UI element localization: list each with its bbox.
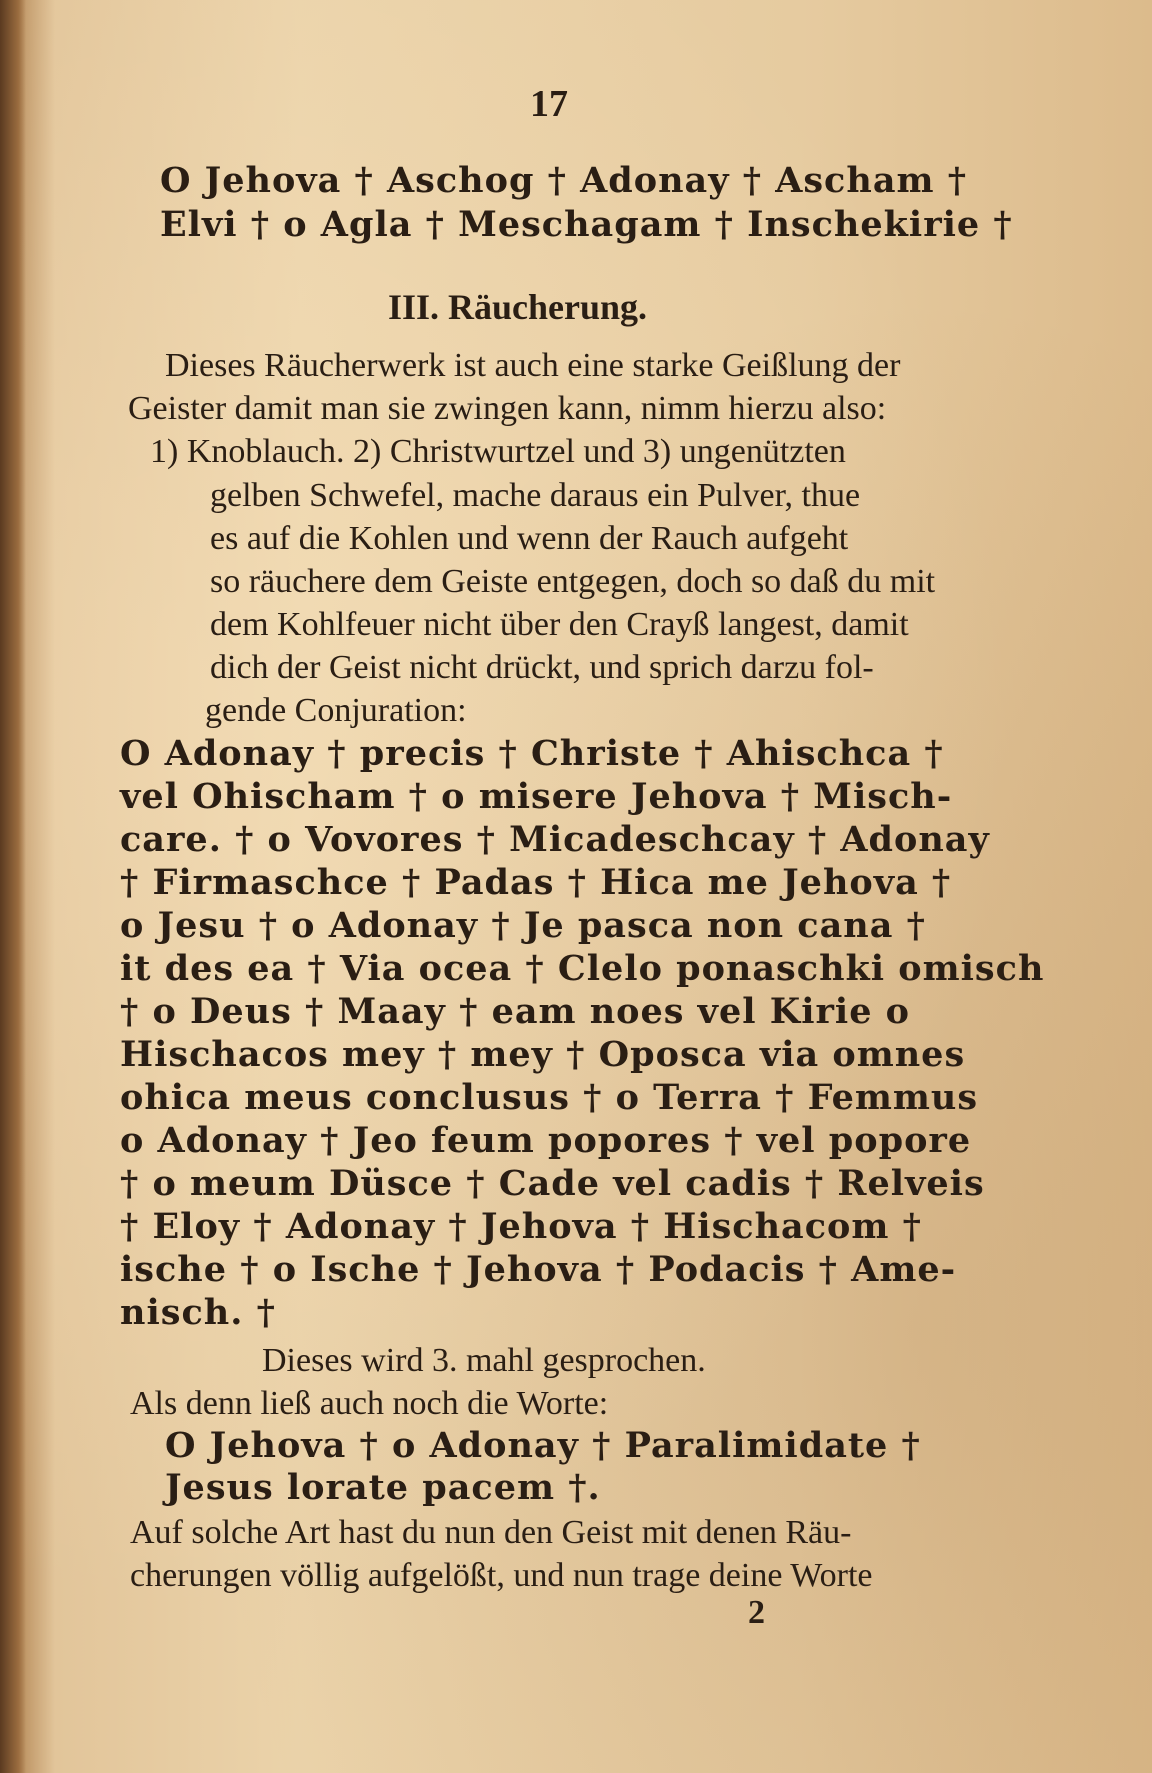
text-line-9: dem Kohlfeuer nicht über den Crayß langest, damit [210,606,909,643]
text-line-26: Dieses wird 3. mahl gesprochen. [262,1342,706,1379]
text-line-14: care. † o Vovores † Micadeschcay † Adonay [120,819,990,860]
text-line-28: O Jehova † o Adonay † Paralimidate † [165,1425,921,1466]
text-line-15: † Firmaschce † Padas † Hica me Jehova † [120,862,952,903]
text-line-11: gende Conjuration: [205,692,467,729]
text-line-24: ische † o Ische † Jehova † Podacis † Ame- [120,1249,957,1290]
signature-mark: 2 [748,1594,765,1631]
text-line-18: † o Deus † Maay † eam noes vel Kirie o [120,991,911,1032]
text-line-7: es auf die Kohlen und wenn der Rauch aufgeht [210,520,849,557]
text-line-8: so räuchere dem Geiste entgegen, doch so daß du mit [210,563,936,600]
text-line-19: Hischacos mey † mey † Oposca via omnes [120,1034,966,1075]
text-line-12: O Adonay † precis † Christe † Ahischca † [120,733,944,774]
text-line-21: o Adonay † Jeo feum popores † vel popore [120,1120,972,1161]
text-line-4: Geister damit man sie zwingen kann, nimm hierzu also: [128,390,887,427]
text-line-29: Jesus lorate pacem †. [165,1467,601,1508]
text-line-6: gelben Schwefel, mache daraus ein Pulver, thue [210,477,861,514]
text-line-30: Auf solche Art hast du nun den Geist mit denen Räu- [130,1514,852,1551]
text-line-17: it des ea † Via ocea † Clelo ponaschki omisch [120,948,1045,989]
text-line-10: dich der Geist nicht drückt, und sprich darzu fol- [210,649,874,686]
page-binding-shadow [0,0,26,1773]
text-line-1: O Jehova † Aschog † Adonay † Ascham † [160,160,968,201]
text-line-23: † Eloy † Adonay † Jehova † Hischacom † [120,1206,922,1247]
text-line-3: Dieses Räucherwerk ist auch eine starke Geißlung der [165,347,901,384]
text-line-27: Als denn ließ auch noch die Worte: [130,1385,609,1422]
text-line-20: ohica meus conclusus † o Terra † Femmus [120,1077,979,1118]
text-line-13: vel Ohischam † o misere Jehova † Misch- [120,776,953,817]
page-number: 17 [530,83,568,125]
section-heading: III. Räucherung. [388,287,648,327]
text-line-2: Elvi † o Agla † Meschagam † Inschekirie † [160,204,1013,245]
text-line-16: o Jesu † o Adonay † Je pasca non cana † [120,905,926,946]
text-line-25: nisch. † [120,1292,276,1333]
text-line-5: 1) Knoblauch. 2) Christwurtzel und 3) ungenützten [150,433,846,470]
text-line-31: cherungen völlig aufgelößt, und nun trage deine Worte [130,1557,873,1594]
text-line-22: † o meum Düsce † Cade vel cadis † Relveis [120,1163,985,1204]
